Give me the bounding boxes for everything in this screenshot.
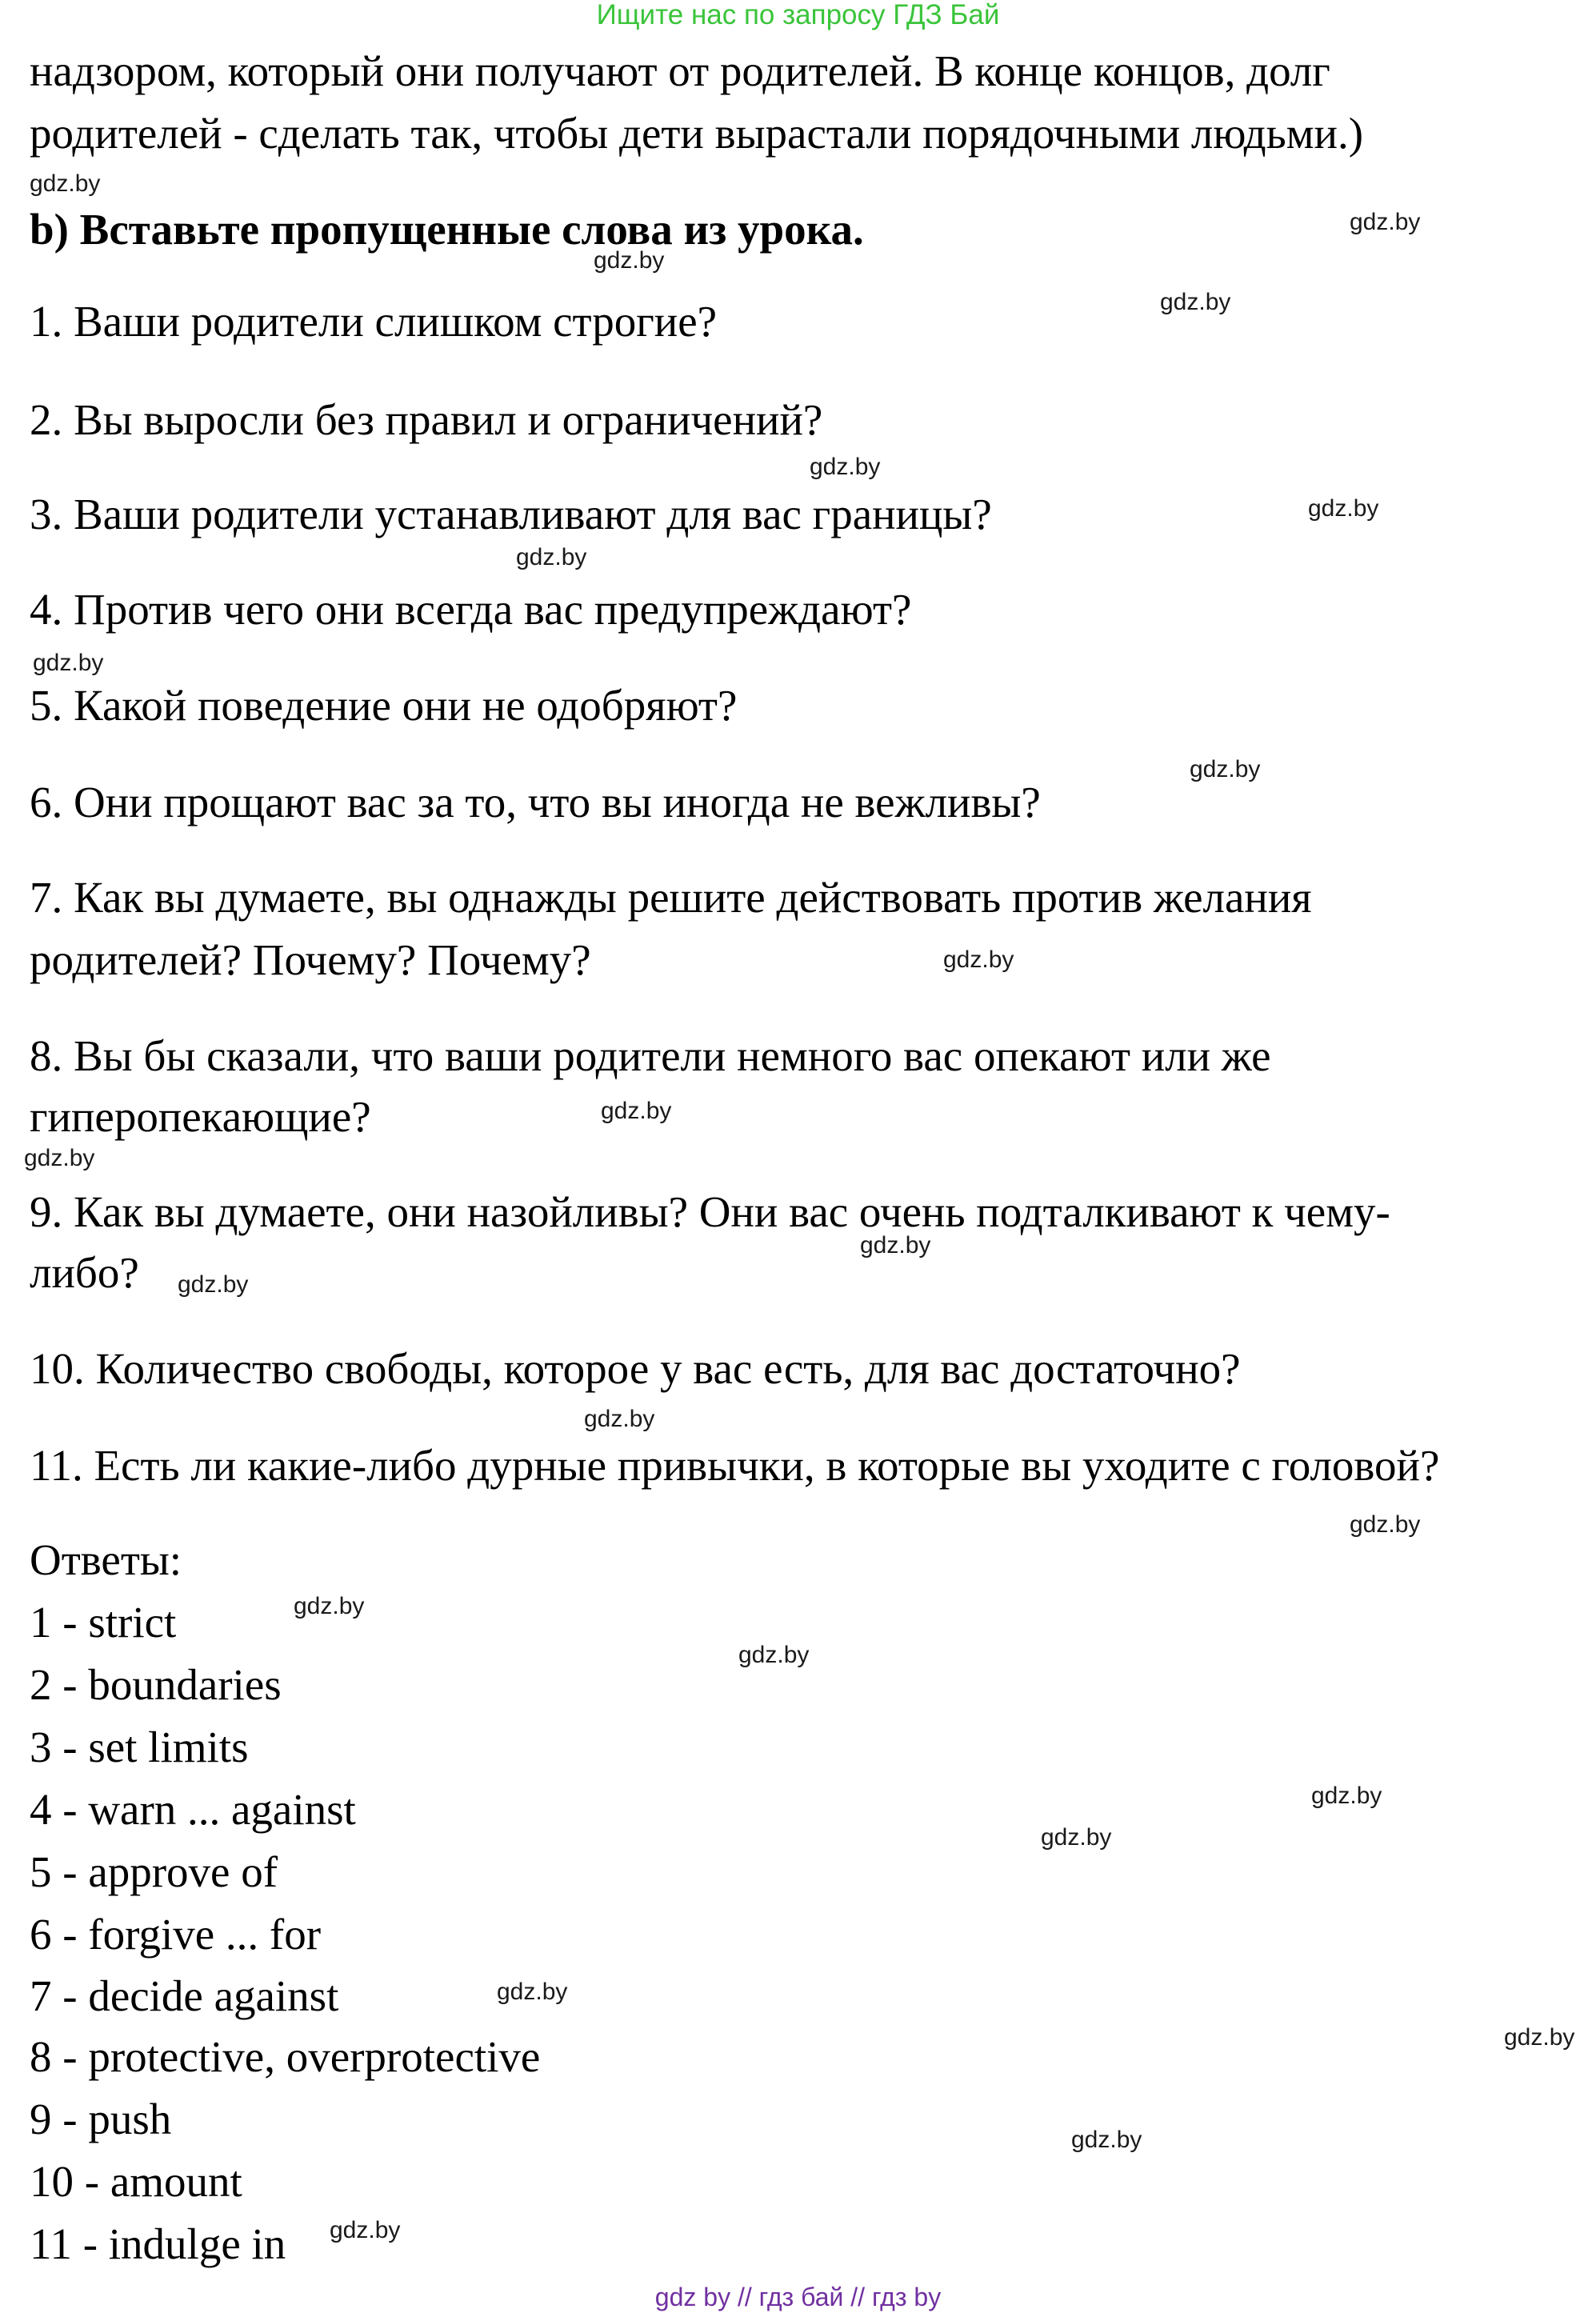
intro-line: надзором, который они получают от родителей. В конце концов, долг	[30, 46, 1330, 95]
watermark-text: gdz.by	[860, 1232, 931, 1259]
footer-links: gdz by // гдз бай // гдз by	[654, 2283, 942, 2311]
watermark-text: gdz.by	[1071, 2127, 1142, 2153]
watermark-text: gdz.by	[516, 544, 587, 570]
watermark-text: gdz.by	[330, 2217, 401, 2243]
watermark-text: gdz.by	[1350, 1511, 1421, 1538]
watermark-text: gdz.by	[30, 170, 101, 197]
watermark-text: gdz.by	[594, 247, 665, 274]
question-line: 2. Вы выросли без правил и ограничений?	[30, 395, 823, 444]
answer-item: 6 - forgive ... for	[30, 1910, 322, 1959]
answer-item: 10 - amount	[30, 2157, 242, 2206]
watermark-text: gdz.by	[738, 1642, 810, 1668]
question-line: 7. Как вы думаете, вы однажды решите действовать против желания	[30, 873, 1312, 922]
intro-line: родителей - сделать так, чтобы дети вырастали порядочными людьми.)	[30, 109, 1364, 158]
watermark-text: gdz.by	[584, 1406, 655, 1432]
watermark-text: gdz.by	[33, 650, 104, 676]
question-line: гиперопекающие?	[30, 1092, 371, 1141]
answer-item: 7 - decide against	[30, 1971, 339, 2020]
answer-item: 9 - push	[30, 2095, 172, 2143]
watermark-text: gdz.by	[294, 1593, 365, 1619]
watermark-text: gdz.by	[810, 454, 881, 480]
watermark-text: gdz.by	[24, 1145, 95, 1171]
watermark-text: gdz.by	[1190, 756, 1261, 782]
answer-item: 8 - protective, overprotective	[30, 2032, 541, 2081]
answer-item: 4 - warn ... against	[30, 1785, 356, 1834]
question-line: 11. Есть ли какие-либо дурные привычки, в которые вы уходите с головой?	[30, 1441, 1440, 1490]
answer-item: 3 - set limits	[30, 1723, 249, 1771]
question-line: 9. Как вы думаете, они назойливы? Они вас очень подталкивают к чему-	[30, 1187, 1390, 1236]
watermark-text: gdz.by	[1160, 289, 1231, 315]
watermark-text: gdz.by	[1308, 495, 1379, 522]
question-line: 5. Какой поведение они не одобряют?	[30, 681, 738, 730]
question-line: 8. Вы бы сказали, что ваши родители немного вас опекают или же	[30, 1031, 1271, 1080]
question-line: 1. Ваши родители слишком строгие?	[30, 297, 718, 346]
watermark-text: gdz.by	[178, 1271, 249, 1298]
answer-item: 5 - approve of	[30, 1847, 278, 1896]
watermark-text: gdz.by	[1350, 209, 1421, 235]
question-line: 10. Количество свободы, которое у вас есть, для вас достаточно?	[30, 1344, 1241, 1393]
watermark-text: gdz.by	[1041, 1824, 1112, 1851]
answer-item: 1 - strict	[30, 1598, 177, 1647]
page-banner: Ищите нас по запросу ГДЗ Бай	[596, 0, 1000, 30]
watermark-text: gdz.by	[497, 1979, 568, 2005]
question-line: 3. Ваши родители устанавливают для вас границы?	[30, 490, 992, 538]
question-line: 6. Они прощают вас за то, что вы иногда не вежливы?	[30, 778, 1041, 826]
question-line: родителей? Почему? Почему?	[30, 935, 591, 984]
answer-item: 2 - boundaries	[30, 1660, 282, 1709]
question-line: 4. Против чего они всегда вас предупреждают?	[30, 585, 912, 634]
section-title: b) Вставьте пропущенные слова из урока.	[30, 205, 864, 254]
answers-title: Ответы:	[30, 1535, 182, 1584]
watermark-text: gdz.by	[1311, 1783, 1382, 1809]
watermark-text: gdz.by	[1504, 2024, 1575, 2051]
watermark-text: gdz.by	[601, 1098, 672, 1124]
watermark-text: gdz.by	[943, 946, 1014, 973]
answer-item: 11 - indulge in	[30, 2219, 286, 2268]
question-line: либо?	[30, 1248, 139, 1297]
